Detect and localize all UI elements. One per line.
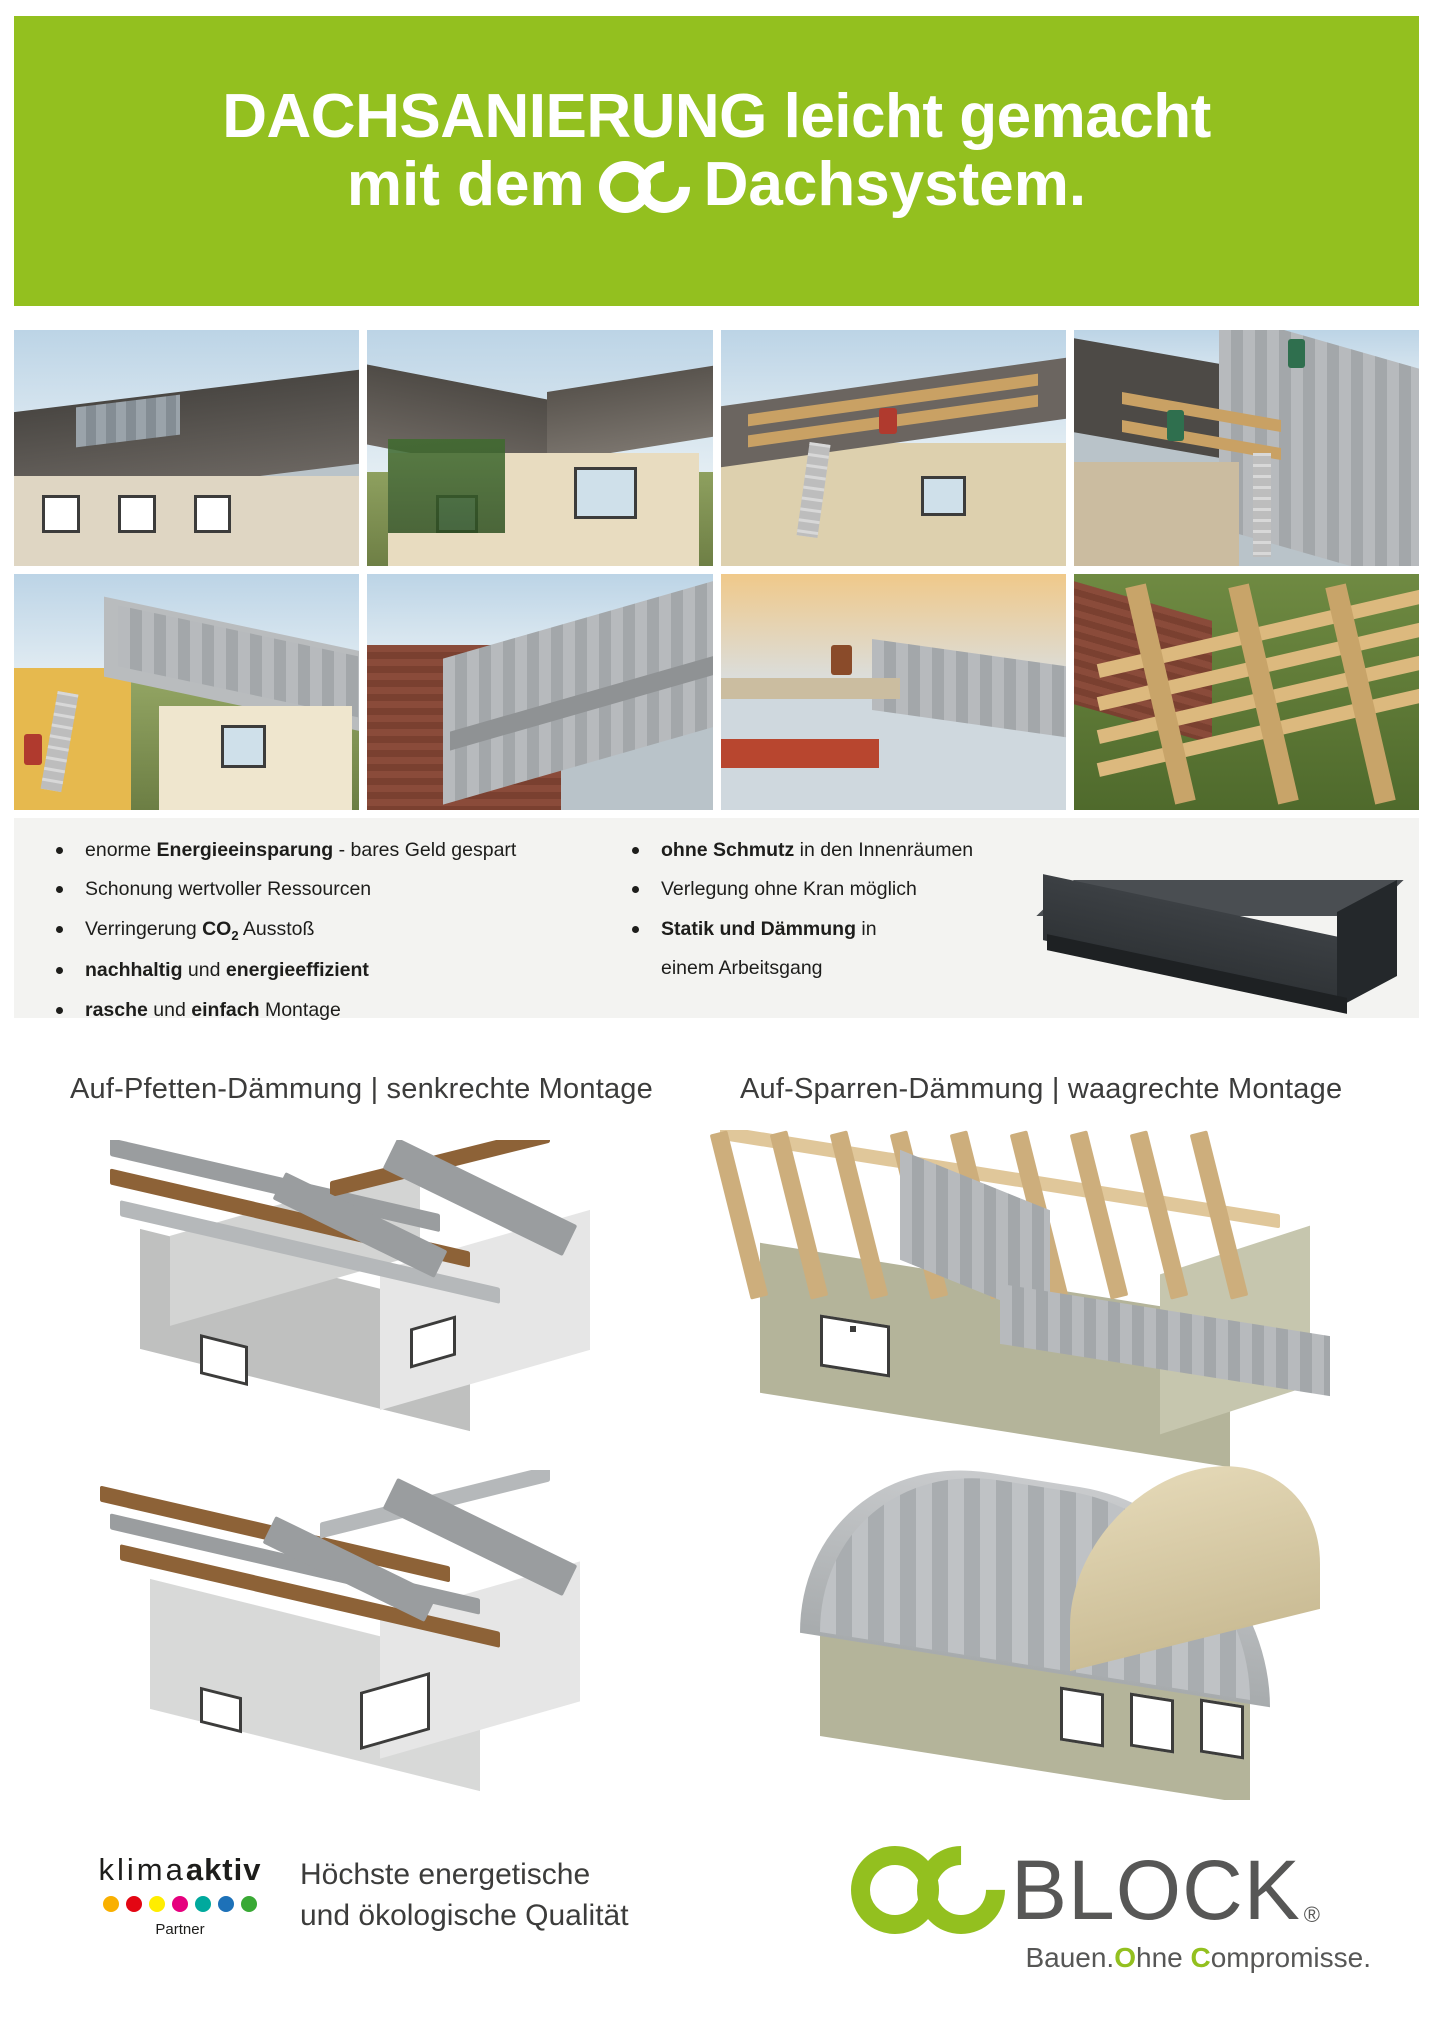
quality-claim xyxy=(300,1854,629,1937)
registered-trademark-icon: ® xyxy=(1303,1902,1321,1927)
benefit-item xyxy=(56,958,616,983)
page-subtitle xyxy=(347,149,1086,220)
benefit-text: Verlegung ohne Kran möglich xyxy=(661,878,917,901)
bullet-icon xyxy=(56,926,63,933)
klimaaktiv-wordmark xyxy=(70,1852,290,1888)
render-sparren-2 xyxy=(760,1440,1360,1800)
section-title-left: Auf-Pfetten-Dämmung | senkrechte Montage xyxy=(70,1073,653,1105)
gallery-photo xyxy=(367,574,712,810)
gallery-photo xyxy=(721,330,1066,566)
benefit-text: ohne Schmutz in den Innenräumen xyxy=(661,839,974,861)
gallery-photo xyxy=(14,330,359,566)
quality-claim-line1: Höchste energetische xyxy=(300,1858,591,1891)
klimaaktiv-partner-label: Partner xyxy=(155,1921,205,1938)
benefits-right-column xyxy=(632,838,1052,995)
benefit-text: Schonung wertvoller Ressourcen xyxy=(85,878,372,901)
benefit-item xyxy=(56,877,616,902)
page-title: DACHSANIERUNG leicht gemacht xyxy=(222,81,1211,151)
benefit-text: enorme Energieeinsparung - bares Geld gespart xyxy=(85,839,517,861)
page-subtitle-post: Dachsystem. xyxy=(703,149,1087,219)
quality-claim-line2: und ökologische Qualität xyxy=(300,1899,629,1933)
benefit-text: Statik und Dämmung in xyxy=(661,917,877,940)
ocblock-tagline: Bauen.Ohne Compromisse. xyxy=(1025,1942,1371,1973)
klimaaktiv-word-1: klima xyxy=(98,1852,186,1887)
benefit-item-continuation xyxy=(661,956,1052,981)
gallery-photo xyxy=(1074,330,1419,566)
bullet-icon xyxy=(56,886,63,893)
benefit-item xyxy=(56,998,616,1023)
ocblock-wordmark: BLOCK ® xyxy=(1011,1843,1321,1937)
klimaaktiv-logo xyxy=(70,1852,290,1938)
product-block-image xyxy=(1037,866,1407,1056)
benefit-text: Verringerung $CO_2$ Ausstoß xyxy=(85,917,315,943)
klimaaktiv-dots xyxy=(70,1896,290,1912)
klimaaktiv-word-2: aktiv xyxy=(185,1852,262,1887)
benefit-text: nachhaltig und energieeffizient xyxy=(85,959,369,982)
bullet-icon xyxy=(56,847,63,854)
benefit-item xyxy=(56,838,616,863)
bullet-icon xyxy=(632,886,639,893)
render-pfetten-1 xyxy=(80,1140,640,1470)
gallery-photo xyxy=(14,574,359,810)
bullet-icon xyxy=(632,926,639,933)
benefit-text: rasche und einfach Montage xyxy=(85,998,341,1021)
ocblock-logo xyxy=(851,1842,1371,1992)
header-banner xyxy=(14,16,1419,306)
render-pfetten-2 xyxy=(80,1470,640,1800)
benefit-item xyxy=(632,917,1052,942)
benefits-left-column xyxy=(56,838,616,1037)
gallery-photo xyxy=(367,330,712,566)
page-subtitle-pre: mit dem xyxy=(346,149,585,219)
benefits-panel xyxy=(14,818,1419,1021)
bullet-icon xyxy=(632,847,639,854)
section-title-right: Auf-Sparren-Dämmung | waagrechte Montage xyxy=(740,1073,1343,1105)
footer xyxy=(0,1820,1433,2025)
benefit-item xyxy=(632,877,1052,902)
render-sparren-1 xyxy=(700,1130,1360,1470)
gallery-photo xyxy=(1074,574,1419,810)
benefit-text: einem Arbeitsgang xyxy=(661,957,823,980)
photo-gallery xyxy=(14,330,1419,810)
oc-logo-icon xyxy=(851,1846,1005,1934)
oc-logo-icon xyxy=(599,161,690,213)
benefit-item xyxy=(56,917,616,945)
bullet-icon xyxy=(56,1007,63,1014)
benefit-item xyxy=(632,838,1052,863)
gallery-photo xyxy=(721,574,1066,810)
bullet-icon xyxy=(56,967,63,974)
